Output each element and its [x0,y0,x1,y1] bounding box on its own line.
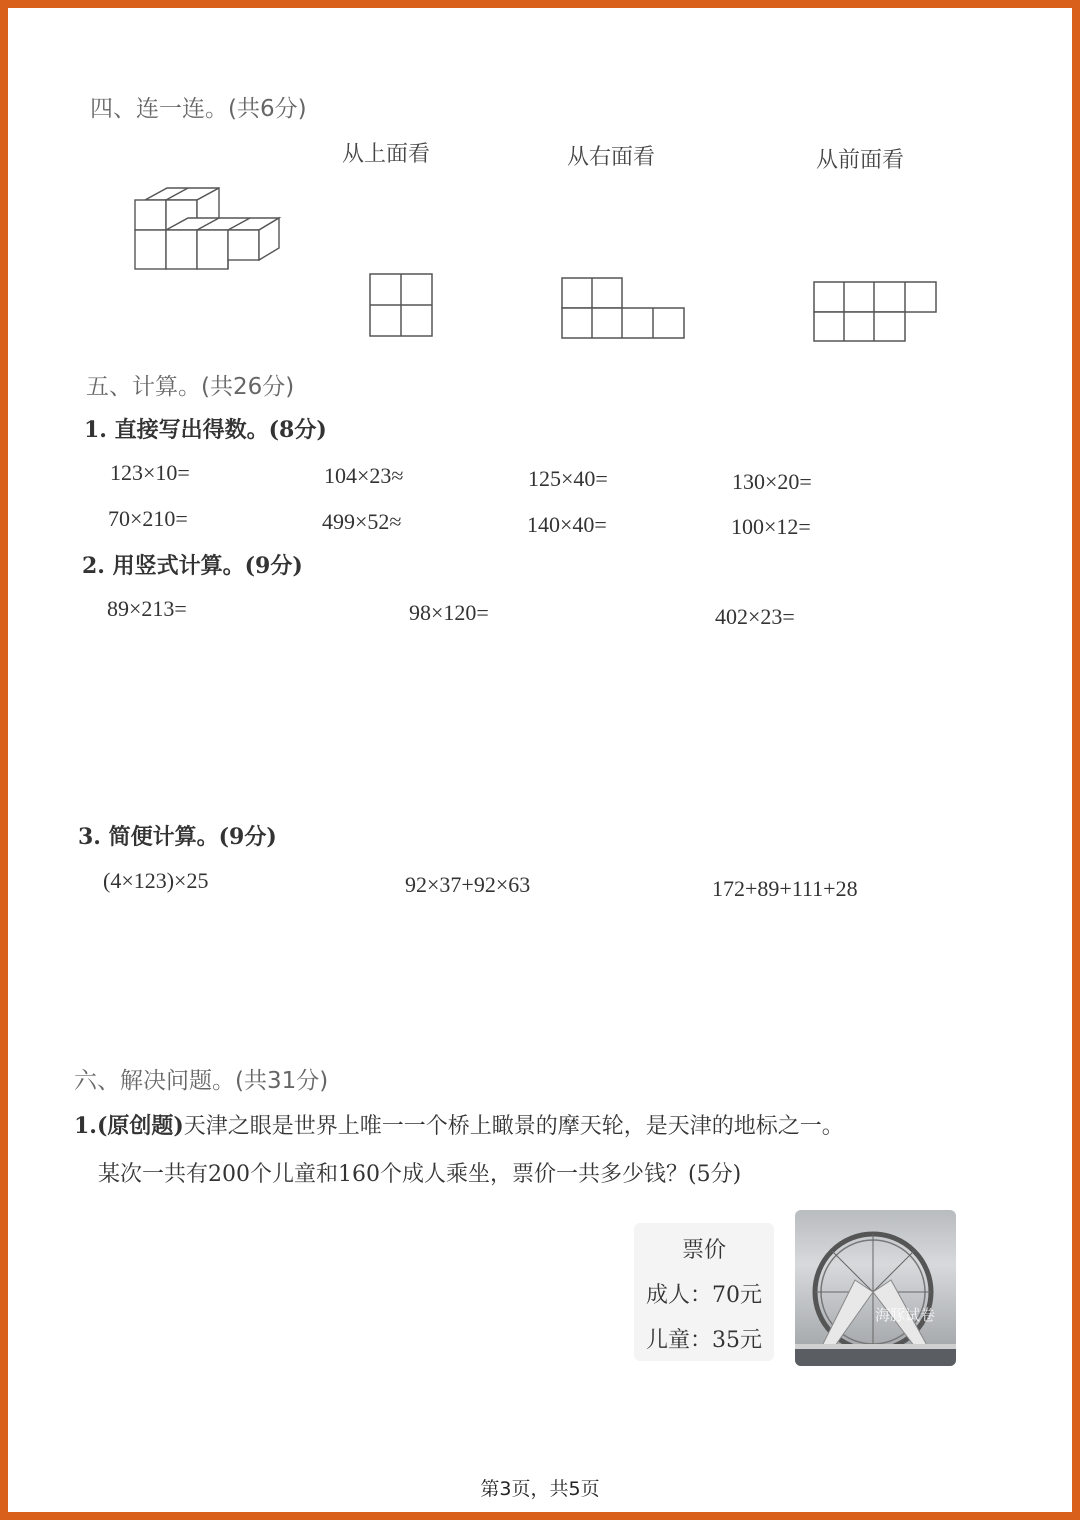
q1-title: 1. 直接写出得数。(8分) [84,417,327,443]
problem-1-line-2: 某次一共有200个儿童和160个成人乘坐，票价一共多少钱？(5分) [98,1162,742,1187]
photo-watermark: 海豚试卷 [875,1306,936,1324]
problem-tag: (原创题) [96,1113,184,1139]
ticket-child-price: 儿童：35元 [646,1328,762,1353]
cube-figure [125,180,290,280]
view-grid-front [812,280,938,344]
view-label-top: 从上面看 [342,142,431,167]
section-4-title: 四、连一连。(共6分) [90,96,307,122]
q2-expr-3: 402×23= [715,604,795,629]
q1-expr-2: 104×23≈ [324,463,404,488]
q3-expr-2: 92×37+92×63 [405,872,531,897]
q2-title: 2. 用竖式计算。(9分) [82,553,303,579]
problem-1-line-1 [74,1109,844,1140]
tianjin-eye-photo [795,1210,956,1366]
q1-expr-4: 130×20= [732,469,812,494]
ferris-wheel-icon [795,1210,956,1366]
q3-expr-1: (4×123)×25 [103,868,209,893]
view-label-right: 从右面看 [567,145,656,170]
q1-expr-8: 100×12= [731,514,811,539]
page-footer: 第3页，共5页 [480,1478,600,1500]
q1-expr-1: 123×10= [110,460,190,485]
ticket-title: 票价 [681,1238,726,1263]
q2-expr-2: 98×120= [409,600,489,625]
ticket-price-card [634,1223,774,1361]
q2-expr-1: 89×213= [107,596,187,621]
view-grid-right [560,276,686,342]
q1-expr-7: 140×40= [527,512,607,537]
problem-text-1: 天津之眼是世界上唯一一个桥上瞰景的摩天轮，是天津的地标之一。 [183,1114,844,1139]
q3-expr-3: 172+89+111+28 [712,876,858,901]
view-grid-top [369,273,435,339]
problem-number: 1. [74,1113,97,1139]
q1-expr-6: 499×52≈ [322,509,402,534]
q1-expr-3: 125×40= [528,466,608,491]
section-6-title: 六、解决问题。(共31分) [74,1068,329,1094]
section-5-title: 五、计算。(共26分) [86,374,295,400]
ticket-adult-price: 成人：70元 [646,1283,762,1308]
q3-title: 3. 简便计算。(9分) [78,824,277,850]
q1-expr-5: 70×210= [108,506,188,531]
view-label-front: 从前面看 [816,148,905,173]
